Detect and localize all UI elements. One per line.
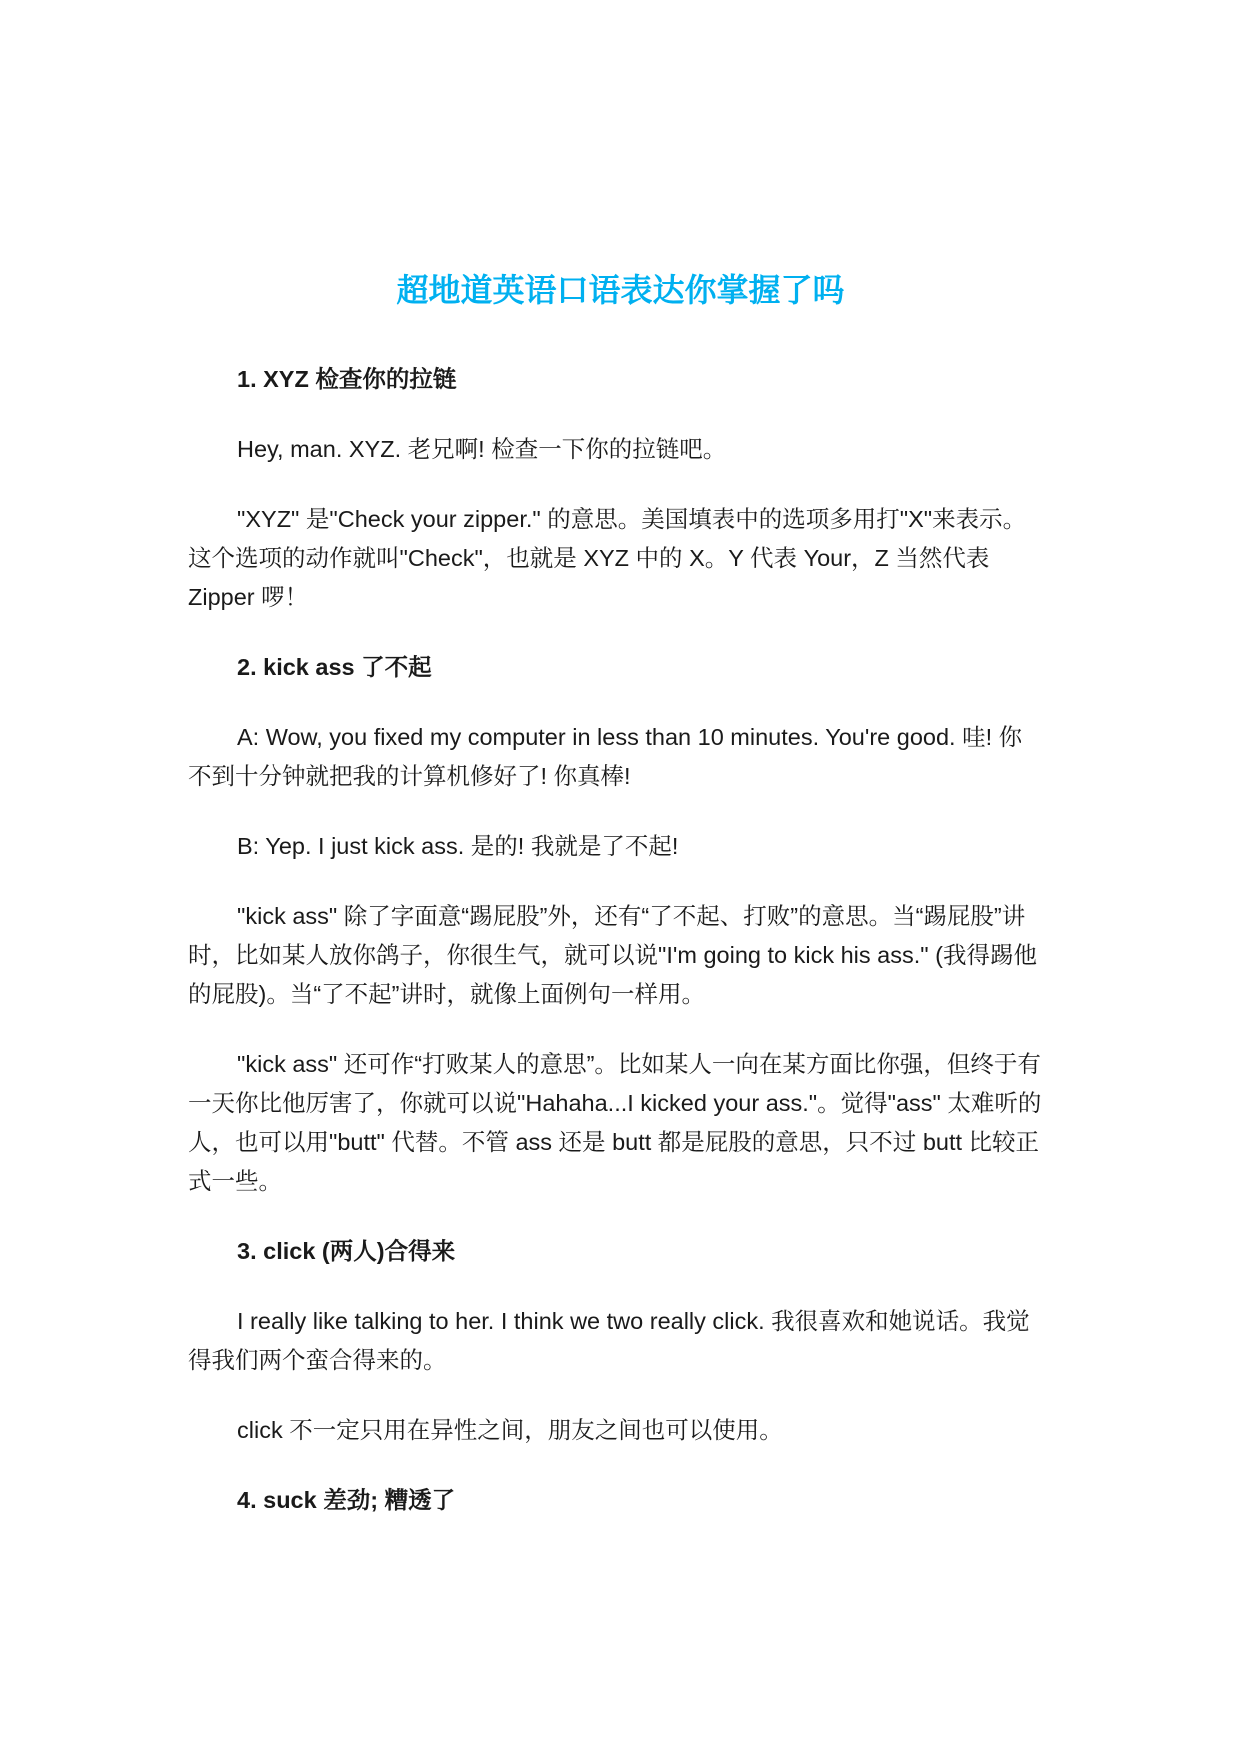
paragraph: "kick ass" 还可作“打败某人的意思”。比如某人一向在某方面比你强，但终于有一天你比他厉害了，你就可以说"Hahaha...I kicked your ass."。觉得"ass" 太难听的人，也可以用"butt" 代替。不管 ass 还是 butt 都是屁股的意思，只不过 butt 比较正式一些。 — [188, 1051, 1042, 1194]
paragraph: "XYZ" 是"Check your zipper." 的意思。美国填表中的选项多用打"X"来表示。这个选项的动作就叫"Check"，也就是 XYZ 中的 X。Y 代表 Your，Z 当然代表 Zipper 啰！ — [188, 506, 1027, 610]
paragraph: I really like talking to her. I think we two really click. 我很喜欢和她说话。我觉得我们两个蛮合得来的。 — [188, 1308, 1030, 1373]
document-title: 超地道英语口语表达你掌握了吗 — [396, 271, 845, 309]
paragraph: B: Yep. I just kick ass. 是的! 我就是了不起! — [237, 833, 679, 859]
section-heading: 2. kick ass 了不起 — [237, 654, 432, 680]
paragraph: A: Wow, you fixed my computer in less than 10 minutes. You're good. 哇! 你不到十分钟就把我的计算机修好了! 你真棒! — [188, 724, 1023, 789]
section-heading: 1. XYZ 检查你的拉链 — [237, 366, 457, 392]
document-body — [188, 360, 1043, 1520]
paragraph: click 不一定只用在异性之间，朋友之间也可以使用。 — [237, 1417, 783, 1443]
section-heading: 3. click (两人)合得来 — [237, 1238, 456, 1264]
paragraph: "kick ass" 除了字面意“踢屁股”外，还有“了不起、打败”的意思。当“踢屁股”讲时，比如某人放你鸽子，你很生气，就可以说"I'm going to kick his ass." (我得踢他的屁股)。当“了不起”讲时，就像上面例句一样用。 — [188, 903, 1037, 1007]
section-heading: 4. suck 差劲; 糟透了 — [237, 1487, 456, 1513]
paragraph: Hey, man. XYZ. 老兄啊! 检查一下你的拉链吧。 — [237, 436, 727, 462]
